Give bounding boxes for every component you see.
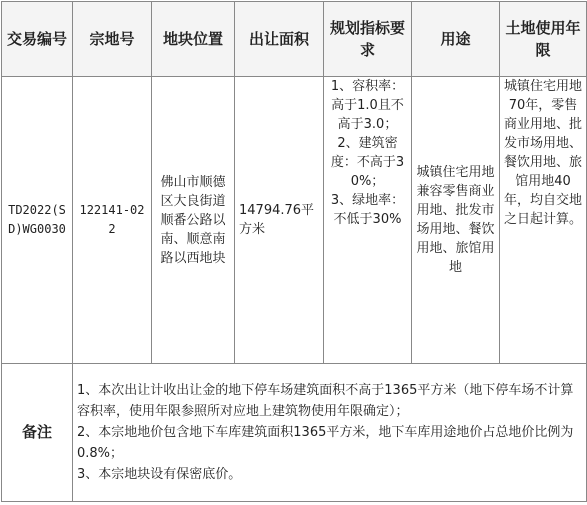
plan-line-2: 2、建筑密度：不高于30%； [330,136,405,189]
cell-usage: 城镇住宅用地兼容零售商业用地、批发市场用地、餐饮用地、旅馆用地 [412,77,500,364]
cell-parcel-no: 122141-022 [73,77,152,364]
remark-line-1: 1、本次出让计收出让金的地下停车场建筑面积不高于1365平方米（地下停车场不计算容积率，使用年限参照所对应地上建筑物使用年限确定）； [77,383,574,419]
remarks-row [2,364,587,502]
plan-line-3: 3、绿地率：不低于30% [330,193,405,227]
remark-line-3: 3、本宗地块设有保密底价。 [77,467,242,482]
remarks-label: 备注 [2,364,73,502]
header-trade-no: 交易编号 [2,2,73,77]
cell-area: 14794.76平方米 [235,77,324,364]
header-parcel-no: 宗地号 [73,2,152,77]
table-row [2,77,587,364]
land-transfer-table [1,1,587,502]
cell-term: 城镇住宅用地70年，零售商业用地、批发市场用地、餐饮用地、旅馆用地40年，均自交地之日起计算。 [500,77,587,364]
cell-plan [324,77,412,364]
header-plan: 规划指标要求 [324,2,412,77]
plan-line-1: 1、容积率：高于1.0且不高于3.0； [330,79,405,132]
header-term: 土地使用年限 [500,2,587,77]
cell-location: 佛山市顺德区大良街道顺番公路以南、顺意南路以西地块 [152,77,235,364]
header-row [2,2,587,77]
header-area: 出让面积 [235,2,324,77]
header-location: 地块位置 [152,2,235,77]
cell-trade-no: TD2022(SD)WG0030 [2,77,73,364]
header-usage: 用途 [412,2,500,77]
remark-line-2: 2、本宗地地价包含地下车库建筑面积1365平方米，地下车库用途地价占总地价比例为0.8%； [77,425,574,461]
remarks-content [73,364,587,502]
